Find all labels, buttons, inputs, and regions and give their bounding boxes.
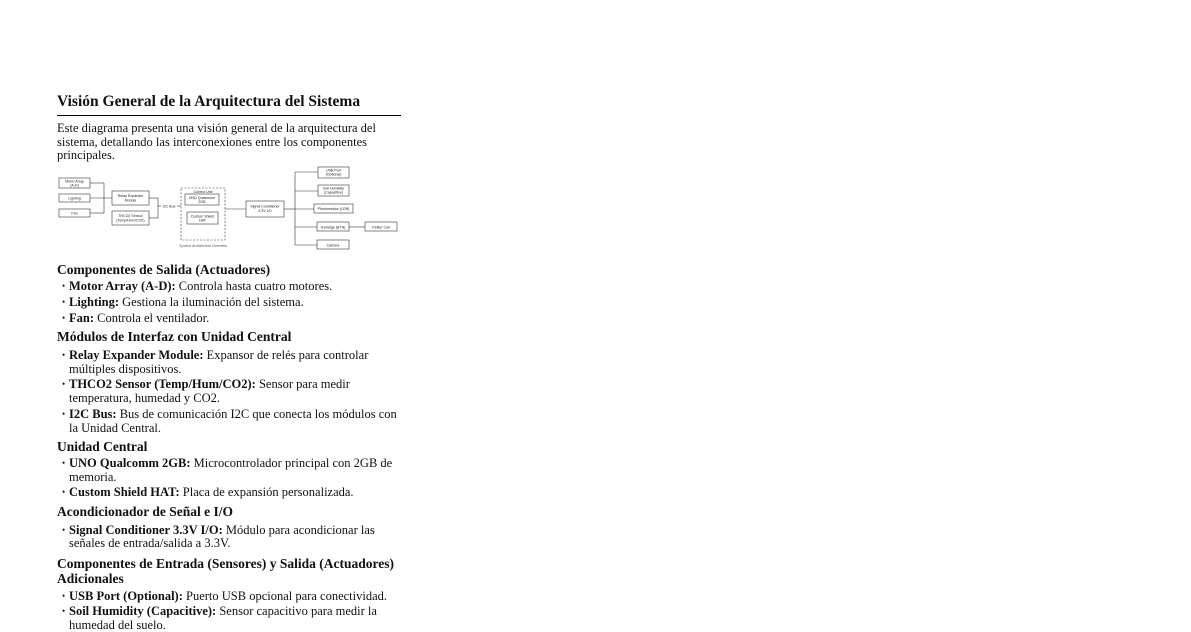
item-desc: Expansor de relés para controlar múltiples dispositivos. (69, 348, 368, 376)
diagram-label-uno-2: 2GB (198, 200, 206, 204)
diagram-label-relay-2: Module (125, 198, 137, 202)
list-signal (57, 524, 401, 551)
diagram-label-hbridge: H-Bridge (BTN) (321, 225, 346, 229)
list-actuators (57, 280, 401, 326)
list-item (57, 312, 401, 326)
diagram-label-camera: Camera (327, 243, 340, 247)
diagram-label-shield-1: Custom Shield (191, 214, 214, 218)
item-desc: Gestiona la iluminación del sistema. (122, 295, 304, 309)
item-desc: Microcontrolador principal con 2GB de memoria. (69, 456, 392, 484)
item-term: UNO Qualcomm 2GB: (69, 456, 191, 470)
item-desc: Controla el ventilador. (97, 311, 209, 325)
diagram-label-soil-1: Soil Humidity (323, 186, 344, 190)
list-sensors (57, 590, 401, 632)
diagram-label-soil-2: (Capacitive) (324, 190, 343, 194)
section-heading-actuators: Componentes de Salida (Actuadores) (57, 262, 401, 277)
diagram-label-lighting: Lighting (68, 196, 81, 200)
item-term: Relay Expander Module: (69, 348, 204, 362)
item-term: Motor Array (A-D): (69, 279, 176, 293)
diagram-label-thco2-2: (Temp/Hum/CO2) (116, 218, 144, 222)
diagram-label-i2c: I2C Bus (163, 204, 176, 208)
list-interface (57, 349, 401, 435)
list-item (57, 378, 401, 405)
item-desc: Bus de comunicación I2C que conecta los módulos con la Unidad Central. (69, 407, 397, 435)
list-item (57, 486, 401, 500)
item-term: I2C Bus: (69, 407, 117, 421)
section-heading-sensors: Componentes de Entrada (Sensores) y Salida (Actuadores) Adicionales (57, 556, 401, 586)
list-item (57, 349, 401, 376)
diagram-label-usb-1: USB Port (326, 168, 341, 172)
list-item (57, 524, 401, 551)
item-term: USB Port (Optional): (69, 589, 183, 603)
diagram-label-motor-2: (A-D) (70, 183, 79, 187)
diagram-label-usb-2: (Optional) (326, 172, 342, 176)
diagram-label-relay-1: Relay Expander (118, 194, 144, 198)
list-item (57, 605, 401, 632)
diagram-label-peltier: Peltier Cell (372, 225, 390, 229)
page-title: Visión General de la Arquitectura del Sistema (57, 92, 401, 116)
item-desc: Placa de expansión personalizada. (183, 485, 354, 499)
item-term: Signal Conditioner 3.3V I/O: (69, 523, 223, 537)
diagram-label-signal-1: Signal Conditioner (250, 204, 280, 208)
list-central-unit (57, 457, 401, 500)
diagram-label-photo: Photoresistor (LDR) (318, 207, 350, 211)
diagram-label-shield-2: HAT (199, 218, 207, 222)
diagram-label-uno-1: UNO Qualcomm (189, 196, 215, 200)
architecture-diagram (57, 172, 401, 256)
item-term: Custom Shield HAT: (69, 485, 180, 499)
list-item (57, 280, 401, 294)
content-column (57, 92, 401, 632)
item-term: Soil Humidity (Capacitive): (69, 604, 216, 618)
section-heading-signal: Acondicionador de Señal e I/O (57, 504, 401, 519)
list-item (57, 590, 401, 604)
item-desc: Controla hasta cuatro motores. (179, 279, 332, 293)
item-desc: Puerto USB opcional para conectividad. (186, 589, 387, 603)
diagram-label-thco2-1: THCO2 Sensor (118, 214, 143, 218)
intro-paragraph: Este diagrama presenta una visión general de la arquitectura del sistema, detallando las interconexiones entre los componentes principales. (57, 122, 401, 163)
item-term: THCO2 Sensor (Temp/Hum/CO2): (69, 377, 256, 391)
section-heading-interface: Módulos de Interfaz con Unidad Central (57, 329, 401, 344)
item-desc: Sensor para medir temperatura, humedad y CO2. (69, 377, 350, 405)
diagram-label-control-unit: Control Unit (194, 190, 213, 194)
item-term: Fan: (69, 311, 94, 325)
section-heading-central-unit: Unidad Central (57, 439, 401, 454)
diagram-caption: System Architecture Overview (179, 244, 227, 248)
item-desc: Sensor capacitivo para medir la humedad del suelo. (69, 604, 377, 632)
list-item (57, 408, 401, 435)
diagram-label-fan: Fan (71, 211, 77, 215)
diagram-label-motor-1: Motor Array (65, 179, 84, 183)
item-desc: Módulo para acondicionar las señales de entrada/salida a 3.3V. (69, 523, 375, 551)
list-item (57, 457, 401, 484)
item-term: Lighting: (69, 295, 119, 309)
diagram-label-signal-2: 3.3V I/O (258, 209, 271, 213)
list-item (57, 296, 401, 310)
